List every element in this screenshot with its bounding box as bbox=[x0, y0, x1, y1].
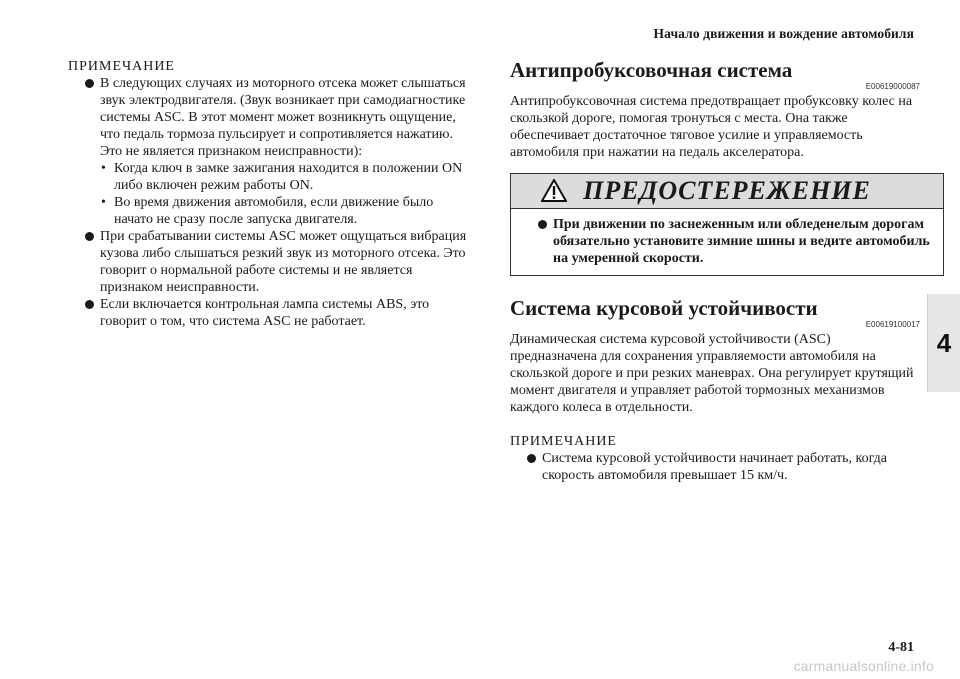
list-item bbox=[521, 216, 933, 267]
warning-triangle-icon bbox=[541, 179, 567, 202]
sub-bullet-icon: • bbox=[101, 195, 106, 210]
bullet-dot-icon bbox=[527, 454, 536, 463]
list-item bbox=[68, 228, 474, 296]
bullet-dot-icon bbox=[538, 220, 547, 229]
warning-text: При движении по заснеженным или обледенелым дорогам обязательно установите зимние шины и ведите автомобиль на умеренной скорости. bbox=[553, 217, 930, 266]
section-body: Динамическая система курсовой устойчивости (ASC) предназначена для сохранения управляемости автомобиля на скользкой дороге и при резких маневрах. Она регулирует крутящий момент двигателя и управляет работой тормозных механизмов каждого колеса в отдельности. bbox=[510, 332, 914, 415]
sub-bullet-text: Когда ключ в замке зажигания находится в положении ON либо включен режим работы ON. bbox=[114, 161, 463, 193]
warning-header bbox=[511, 174, 943, 209]
note-list bbox=[510, 450, 920, 484]
note-label: ПРИМЕЧАНИЕ bbox=[510, 434, 617, 449]
section-title-traction: Антипробуксовочная система bbox=[510, 58, 793, 82]
sub-list bbox=[100, 160, 474, 228]
list-item bbox=[68, 296, 474, 330]
sub-list-item bbox=[100, 194, 474, 228]
section-title-stability: Система курсовой устойчивости bbox=[510, 296, 818, 320]
note-label: ПРИМЕЧАНИЕ bbox=[68, 59, 175, 74]
chapter-tab: 4 bbox=[927, 294, 960, 392]
running-header: Начало движения и вождение автомобиля bbox=[653, 26, 914, 41]
bullet-dot-icon bbox=[85, 79, 94, 88]
sub-bullet-icon: • bbox=[101, 161, 106, 176]
list-item bbox=[510, 450, 920, 484]
left-column bbox=[68, 58, 474, 330]
note-list bbox=[68, 75, 474, 330]
warning-list bbox=[521, 216, 933, 267]
section-code: E00619100017 bbox=[865, 320, 920, 329]
bullet-text: В следующих случаях из моторного отсека может слышаться звук электродвигателя. (Звук возникает при самодиагностике системы ASC. В этот момент может возникнуть ощущение, что педаль тормоза пульсирует и сопротивляется нажатию. Это не является признаком неисправности): bbox=[100, 76, 466, 159]
bullet-text: Система курсовой устойчивости начинает работать, когда скорость автомобиля превышает 15 км/ч. bbox=[542, 451, 888, 483]
warning-title: ПРЕДОСТЕРЕЖЕНИЕ bbox=[583, 176, 871, 205]
warning-box bbox=[510, 173, 944, 276]
section-body: Антипробуксовочная система предотвращает пробуксовку колес на скользкой дороге, помогая тронуться с места. Она также обеспечивает достаточное тяговое усилие и управляемость автомобиля при нажатии на педаль акселератора. bbox=[510, 94, 913, 160]
bullet-text: Если включается контрольная лампа системы ABS, это говорит о том, что система ASC не работает. bbox=[100, 297, 430, 329]
sub-bullet-text: Во время движения автомобиля, если движение было начато не сразу после запуска двигателя. bbox=[114, 195, 434, 227]
watermark: carmanualsonline.info bbox=[793, 658, 934, 674]
section-code: E00619000087 bbox=[865, 82, 920, 91]
page-number: 4-81 bbox=[888, 640, 914, 655]
warning-body bbox=[511, 209, 943, 275]
bullet-text: При срабатывании системы ASC может ощущаться вибрация кузова либо слышаться резкий звук из моторного отсека. Это говорит о нормальной работе системы и не является признаком неисправности. bbox=[100, 229, 467, 295]
right-column bbox=[510, 58, 930, 484]
bullet-dot-icon bbox=[85, 300, 94, 309]
list-item bbox=[68, 75, 474, 228]
sub-list-item bbox=[100, 160, 474, 194]
bullet-dot-icon bbox=[85, 232, 94, 241]
